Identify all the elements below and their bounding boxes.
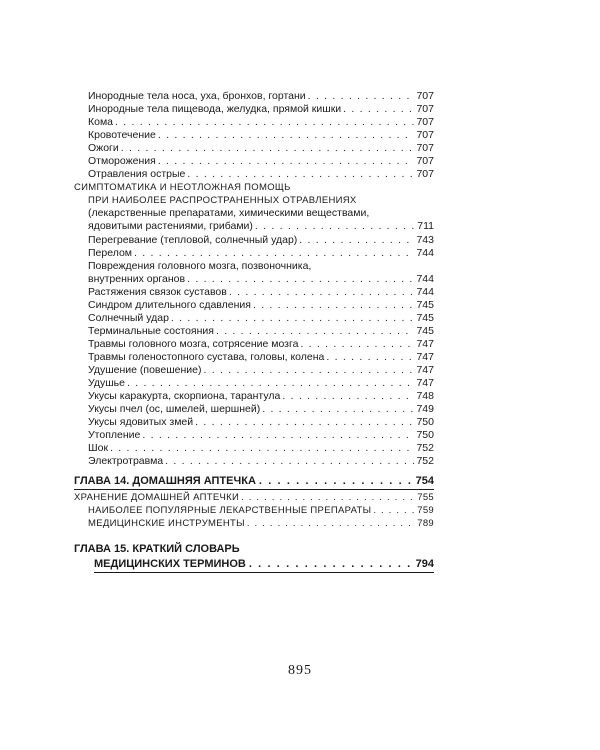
leader-dots — [165, 455, 414, 468]
toc-entry-page: 707 — [416, 168, 434, 180]
toc-entry-label: Удушье — [88, 377, 125, 389]
leader-dots — [255, 220, 415, 233]
chapter-heading — [94, 557, 434, 571]
leader-dots — [115, 116, 414, 129]
toc-entry-label: Растяжения связок суставов — [88, 286, 227, 298]
leader-dots — [241, 491, 415, 504]
toc-entry — [88, 364, 434, 377]
toc-entry-page: 747 — [416, 377, 434, 389]
toc-entry-page: 745 — [416, 299, 434, 311]
toc-entry — [88, 312, 434, 325]
toc-entry-page: 748 — [416, 390, 434, 402]
divider — [74, 489, 434, 490]
toc-entry-page: 749 — [416, 403, 434, 415]
toc-entry-label: Укусы пчел (ос, шмелей, шершней) — [88, 403, 261, 415]
chapter-title: ГЛАВА 14. ДОМАШНЯЯ АПТЕЧКА — [74, 475, 256, 487]
toc-entry-page: 743 — [416, 234, 434, 246]
toc-entry-label: Удушение (повешение) — [88, 364, 202, 376]
toc-entry — [88, 429, 434, 442]
leader-dots — [299, 234, 414, 247]
toc-entry-label: Солнечный удар — [88, 312, 169, 324]
toc-entry-label: Синдром длительного сдавления — [88, 299, 251, 311]
toc-entry-page: 745 — [416, 312, 434, 324]
toc-entry-label: Укусы каракурта, скорпиона, тарантула — [88, 390, 281, 402]
leader-dots — [262, 403, 414, 416]
toc-entry — [88, 155, 434, 168]
toc-entry — [88, 390, 434, 403]
toc-entry — [88, 338, 434, 351]
toc-entry-page: 707 — [416, 155, 434, 167]
chapter-page: 754 — [415, 475, 434, 487]
toc-entry — [88, 299, 434, 312]
toc-entry-label: Ожоги — [88, 142, 119, 154]
leader-dots — [158, 155, 415, 168]
toc-entry-label: Укусы ядовитых змей — [88, 416, 194, 428]
page-number: 895 — [288, 663, 312, 678]
toc-entry-page: 747 — [416, 364, 434, 376]
toc-entry — [88, 442, 434, 455]
toc-entry-label: Отравления острые — [88, 168, 186, 180]
toc-entry-page: 789 — [417, 518, 434, 529]
toc-entry-page: 744 — [416, 273, 434, 285]
toc-entry — [88, 168, 434, 181]
toc-entry — [88, 351, 434, 364]
leader-dots — [300, 338, 414, 351]
toc-entry — [88, 234, 434, 247]
toc-entry-page: 744 — [416, 286, 434, 298]
leader-dots — [171, 312, 415, 325]
toc-entry-label: Травмы головного мозга, сотрясение мозга — [88, 338, 299, 350]
section-heading: СИМПТОМАТИКА И НЕОТЛОЖНАЯ ПОМОЩЬ — [74, 182, 291, 193]
toc-entry — [88, 325, 434, 338]
toc-entry-label: Травмы голеностопного сустава, головы, колена — [88, 351, 325, 363]
leader-dots — [282, 390, 414, 403]
chapter-heading — [74, 474, 434, 488]
toc-entry — [88, 142, 434, 155]
toc-entry — [88, 403, 434, 416]
toc-entry-page: 747 — [416, 338, 434, 350]
leader-dots — [308, 90, 415, 103]
toc-entry — [88, 90, 434, 103]
leader-dots — [343, 103, 414, 116]
toc-entry — [88, 220, 434, 233]
toc-entry — [88, 286, 434, 299]
toc-entry-label: МЕДИЦИНСКИЕ ИНСТРУМЕНТЫ — [88, 518, 245, 529]
toc-entry-page: 752 — [416, 455, 434, 467]
leader-dots — [259, 474, 413, 488]
divider — [94, 572, 434, 573]
toc-entry-label: внутренних органов — [88, 273, 186, 285]
toc-entry-label: Шок — [88, 442, 109, 454]
leader-dots — [229, 286, 415, 299]
toc-entry — [88, 129, 434, 142]
toc-entry-page: 745 — [416, 325, 434, 337]
toc-entry — [88, 455, 434, 468]
chapter-page: 794 — [415, 558, 434, 570]
toc-entry-page: 747 — [416, 351, 434, 363]
leader-dots — [216, 325, 415, 338]
toc-entry-page: 750 — [416, 429, 434, 441]
leader-dots — [110, 442, 414, 455]
leader-dots — [187, 273, 414, 286]
toc-entry-page: 750 — [416, 416, 434, 428]
leader-dots — [253, 299, 415, 312]
toc-entry-label: Утопление — [88, 429, 141, 441]
toc-entry-label: Перегревание (тепловой, солнечный удар) — [88, 234, 298, 246]
toc-entry — [88, 116, 434, 129]
toc-entry-label: Инородные тела пищевода, желудка, прямой кишки — [88, 103, 342, 115]
leader-dots — [195, 416, 414, 429]
toc-entry-page: 752 — [416, 442, 434, 454]
toc-entry-label: НАИБОЛЕЕ ПОПУЛЯРНЫЕ ЛЕКАРСТВЕННЫЕ ПРЕПАРАТЫ — [88, 505, 372, 516]
leader-dots — [247, 517, 415, 530]
toc-entry — [88, 103, 434, 116]
leader-dots — [373, 504, 415, 517]
toc-entry-label: Отморожения — [88, 155, 156, 167]
toc-entry-page: 759 — [417, 505, 434, 516]
toc-entry — [74, 491, 434, 504]
leader-dots — [134, 247, 414, 260]
leader-dots — [204, 364, 415, 377]
toc-entry-label: Кровотечение — [88, 129, 156, 141]
leader-dots — [187, 168, 414, 181]
toc-entry — [88, 504, 434, 517]
toc-entry-page: 707 — [416, 129, 434, 141]
toc-entry-page: 707 — [416, 116, 434, 128]
toc-entry — [88, 377, 434, 390]
toc-entry — [88, 273, 434, 286]
leader-dots — [158, 129, 415, 142]
leader-dots — [142, 429, 414, 442]
toc-entry — [88, 416, 434, 429]
toc-entry-page: 744 — [416, 247, 434, 259]
leader-dots — [127, 377, 415, 390]
toc-entry-page: 707 — [416, 142, 434, 154]
toc-entry-label: Терминальные состояния — [88, 325, 214, 337]
toc-entry-page: 707 — [416, 103, 434, 115]
chapter-title: ГЛАВА 15. КРАТКИЙ СЛОВАРЬ — [74, 543, 240, 555]
toc-entry-page: 711 — [417, 220, 434, 232]
chapter-title-continued: МЕДИЦИНСКИХ ТЕРМИНОВ — [94, 558, 246, 570]
toc-entry — [88, 247, 434, 260]
section-subtitle: (лекарственные препаратами, химическими веществами, — [88, 207, 370, 219]
toc-entry-label: ядовитыми растениями, грибами) — [88, 220, 253, 232]
toc-entry-label: Перелом — [88, 247, 133, 259]
toc-entry-label: ХРАНЕНИЕ ДОМАШНЕЙ АПТЕЧКИ — [74, 492, 240, 503]
toc-entry-label: Повреждения головного мозга, позвоночника, — [88, 260, 312, 272]
leader-dots — [249, 557, 413, 571]
section-heading-continued: ПРИ НАИБОЛЕЕ РАСПРОСТРАНЕННЫХ ОТРАВЛЕНИЯХ — [88, 195, 357, 206]
toc-entry-label: Электротравма — [88, 455, 164, 467]
toc-entry — [88, 517, 434, 530]
toc-entry-label: Кома — [88, 116, 114, 128]
leader-dots — [326, 351, 414, 364]
toc-entry-page: 755 — [417, 492, 434, 503]
toc-entry-page: 707 — [416, 90, 434, 102]
leader-dots — [121, 142, 415, 155]
toc-entry-label: Инородные тела носа, уха, бронхов, гортани — [88, 90, 306, 102]
